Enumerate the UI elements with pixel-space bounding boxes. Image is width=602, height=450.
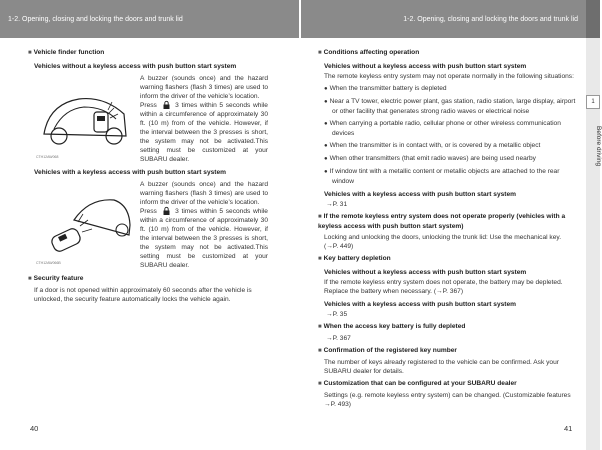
chapter-label: Before driving (595, 126, 602, 167)
lock-icon (163, 207, 170, 215)
header-left: 1-2. Opening, closing and locking the doors and trunk lid (0, 0, 300, 38)
subheading: Vehicles without a keyless access with push button start system (324, 269, 527, 276)
body-text: If the remote keyless entry system does not operate, the battery may be depleted. Replace the battery when necessary. (→P. 367) (324, 279, 563, 295)
page-reference: →P. 31 (326, 201, 348, 208)
figure-text (140, 180, 268, 270)
list-item: ● When the transmitter is in contact with, or is covered by a metallic object (324, 141, 576, 151)
figure-block (34, 180, 272, 270)
page-gutter (299, 0, 301, 450)
list-item: ● If window tint with a metallic content or metallic objects are attached to the rear window (324, 167, 576, 186)
subheading: Vehicles with a keyless access with push button start system (324, 301, 517, 308)
car-key-illustration (34, 74, 134, 164)
subheading: Vehicles without a keyless access with push button start system (34, 63, 237, 70)
page-reference: →P. 367 (326, 335, 351, 342)
section-title: ■ If the remote keyless entry system does not operate properly (vehicles with a keyless access with push button start system) (318, 212, 576, 231)
body-text: A buzzer (sounds once) and the hazard warning flashers (flash 3 times) are used to inform the driver of the vehicle’s location. (140, 181, 268, 206)
figure-caption: CTH12AW068 (36, 155, 59, 159)
body-text: If a door is not opened within approximately 60 seconds after the vehicle is unlocked, the security feature automatically locks the vehicle again. (34, 287, 252, 303)
body-text: Locking and unlocking the doors, unlocking the trunk lid: Use the mechanical key. (→P. 449) (324, 234, 562, 250)
figure-text (140, 74, 268, 164)
lock-icon (163, 101, 170, 109)
section-title: ■ Conditions affecting operation (318, 48, 576, 58)
body-text: A buzzer (sounds once) and the hazard warning flashers (flash 3 times) are used to inform the driver of the vehicle’s location. (140, 75, 268, 100)
section-title: ■ Vehicle finder function (28, 48, 272, 58)
subheading: Vehicles without a keyless access with push button start system (324, 63, 527, 70)
side-tab (586, 0, 600, 450)
list-item: ● When carrying a portable radio, cellular phone or other wireless communication devices (324, 119, 576, 138)
section-title: ■ Security feature (28, 274, 272, 284)
subheading: Vehicles with a keyless access with push button start system (324, 191, 517, 198)
right-column (318, 48, 576, 412)
section-title: ■ Confirmation of the registered key number (318, 346, 576, 356)
figure-block (34, 74, 272, 164)
list-item: ● When other transmitters (that emit radio waves) are being used nearby (324, 154, 576, 164)
section-title: ■ When the access key battery is fully depleted (318, 322, 576, 332)
page-number-right: 41 (564, 424, 573, 433)
body-text: The remote keyless entry system may not operate normally in the following situations: (324, 73, 574, 80)
body-text: 3 times within 5 seconds while within a circumference of approximately 30 ft. (10 m) from of the vehicle. However, if the interval between the 3 presses is short, the system may not be activated.This setting must be customized at your SUBARU dealer. (140, 102, 268, 163)
body-text: The number of keys already registered to the vehicle can be confirmed. Ask your SUBARU dealer for details. (324, 359, 559, 375)
body-text: Settings (e.g. remote keyless entry system) can be changed. (Customizable features →P. 493) (324, 392, 571, 408)
body-text: 3 times within 5 seconds while within a circumference of approximately 30 ft. (10 m) from of the vehicle. However, if the interval between the 3 presses is short, the system may not be activated.This setting must be customized at your SUBARU dealer. (140, 208, 268, 269)
list-item: ● Near a TV tower, electric power plant, gas station, radio station, large display, airport or other facility that generates strong radio waves or electrical noise (324, 97, 576, 116)
section-title: ■ Key battery depletion (318, 254, 576, 264)
subheading: Vehicles with a keyless access with push button start system (34, 169, 227, 176)
chapter-number: 1 (586, 95, 600, 109)
press-label: Press (140, 208, 157, 215)
figure-caption: CTH12AW066B (36, 261, 61, 265)
list-item: ● When the transmitter battery is depleted (324, 84, 576, 94)
page-reference: →P. 35 (326, 311, 348, 318)
page-number-left: 40 (30, 424, 39, 433)
press-label: Press (140, 102, 157, 109)
car-key-illustration (34, 180, 134, 270)
header-right: 1-2. Opening, closing and locking the doors and trunk lid (300, 0, 586, 38)
side-tab-header (586, 0, 600, 38)
section-title: ■ Customization that can be configured at your SUBARU dealer (318, 379, 576, 389)
left-column (28, 48, 272, 307)
